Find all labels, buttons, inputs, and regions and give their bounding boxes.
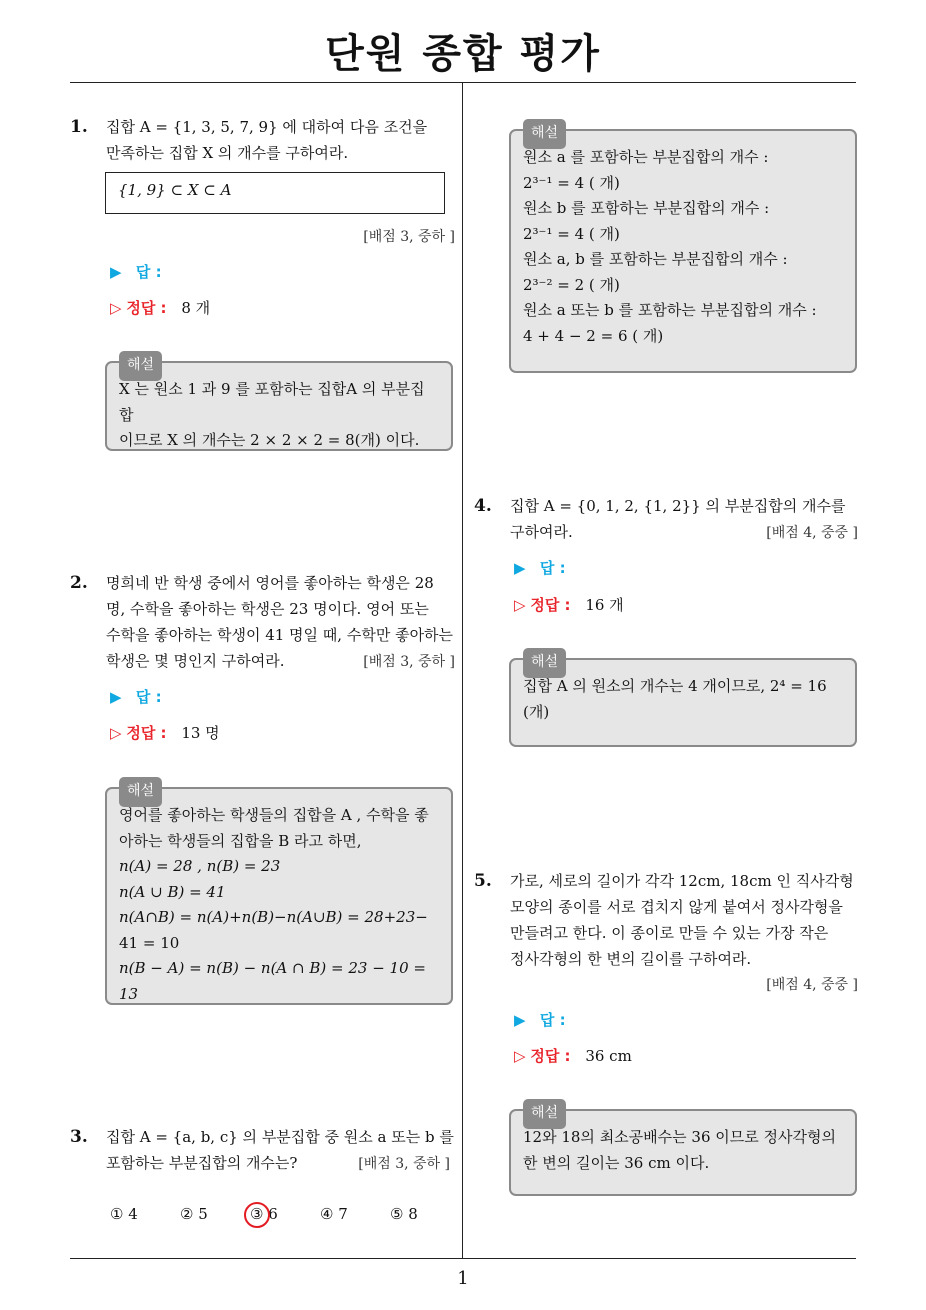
correct-label: 정답 : [126, 724, 167, 742]
condition-text: {1, 9} ⊂ X ⊂ A [118, 181, 232, 199]
question-number: 4. [474, 496, 492, 516]
explanation-line: 아하는 학생들의 집합을 B 라고 하면, [119, 831, 362, 850]
question-text: 모양의 종이를 서로 겹치지 않게 붙여서 정사각형을 [510, 898, 843, 916]
explanation-box [105, 357, 453, 451]
correct-value: 8 개 [181, 299, 211, 317]
correct-answer-row [514, 1045, 632, 1066]
explanation-box [509, 654, 857, 747]
question-text: 학생은 몇 명인지 구하여라. [106, 652, 285, 670]
explanation-line: 41 = 10 [119, 933, 180, 952]
question-text: 만족하는 집합 X 의 개수를 구하여라. [106, 144, 349, 162]
explanation-tag: 해설 [119, 351, 162, 381]
condition-box [105, 172, 445, 214]
outline-arrow-icon: ▷ [110, 724, 122, 742]
question-text: 정사각형의 한 변의 길이를 구하여라. [510, 950, 752, 968]
explanation-line: 원소 a 를 포함하는 부분집합의 개수 : [523, 148, 769, 166]
correct-value: 16 개 [585, 596, 624, 614]
top-divider [70, 82, 856, 83]
explanation-line: 2³⁻¹ = 4 ( 개) [523, 173, 620, 192]
explanation-line: 한 변의 길이는 36 cm 이다. [523, 1153, 710, 1172]
question-text: 만들려고 한다. 이 종이로 만들 수 있는 가장 작은 [510, 924, 829, 942]
question-number: 2. [70, 573, 88, 593]
explanation-line: 2³⁻² = 2 ( 개) [523, 275, 620, 294]
correct-answer-row [110, 297, 210, 318]
explanation-line: 원소 b 를 포함하는 부분집합의 개수 : [523, 199, 770, 217]
explanation-box [509, 125, 857, 373]
explanation-line: n(A) = 28 , n(B) = 23 [119, 857, 281, 875]
choice-5[interactable]: ⑤ 8 [390, 1205, 418, 1223]
explanation-line: n(B − A) = n(B) − n(A ∩ B) = 23 − 10 = 13 [119, 959, 426, 1003]
question-text: 집합 A = {a, b, c} 의 부분집합 중 원소 a 또는 b 를 [106, 1128, 454, 1146]
question-text: 명희네 반 학생 중에서 영어를 좋아하는 학생은 28 [106, 574, 434, 592]
choice-4[interactable]: ④ 7 [320, 1205, 348, 1223]
choice-2[interactable]: ② 5 [180, 1205, 208, 1223]
question-number: 5. [474, 871, 492, 891]
question-text: 포함하는 부분집합의 개수는? [106, 1154, 298, 1172]
explanation-tag: 해설 [523, 648, 566, 678]
correct-label: 정답 : [530, 1047, 571, 1065]
explanation-line: 원소 a 또는 b 를 포함하는 부분집합의 개수 : [523, 301, 817, 319]
correct-value: 36 cm [585, 1047, 632, 1065]
page-number: 1 [457, 1268, 469, 1289]
choice-3[interactable] [250, 1205, 278, 1223]
explanation-line: 이므로 X 의 개수는 2 × 2 × 2 = 8(개) 이다. [119, 431, 420, 449]
score-label: [배점 4, 중중 ] [766, 525, 858, 541]
correct-label: 정답 : [126, 299, 167, 317]
outline-arrow-icon: ▷ [110, 299, 122, 317]
question-text: 가로, 세로의 길이가 각각 12cm, 18cm 인 직사각형 [510, 872, 854, 890]
explanation-box [105, 783, 453, 1005]
outline-arrow-icon: ▷ [514, 1047, 526, 1065]
explanation-tag: 해설 [119, 777, 162, 807]
explanation-line: 집합 A 의 원소의 개수는 4 개이므로, 2⁴ = 16 [523, 677, 827, 695]
explanation-line: n(A∩B) = n(A)+n(B)−n(A∪B) = 28+23− [119, 908, 428, 926]
bottom-divider [70, 1258, 856, 1259]
selected-circle-mark [244, 1202, 270, 1228]
explanation-box [509, 1105, 857, 1196]
question-number: 1. [70, 117, 88, 137]
play-arrow-icon: ▶ [110, 688, 122, 706]
answer-row[interactable] [110, 686, 162, 707]
answer-label: 답 : [135, 688, 162, 706]
explanation-tag: 해설 [523, 1099, 566, 1129]
explanation-line: 영어를 좋아하는 학생들의 집합을 A , 수학을 좋 [119, 806, 429, 824]
question-text: 집합 A = {0, 1, 2, {1, 2}} 의 부분집합의 개수를 [510, 497, 846, 515]
explanation-line: 4 + 4 − 2 = 6 ( 개) [523, 326, 664, 345]
explanation-line: X 는 원소 1 과 9 를 포함하는 집합A 의 부분집합 [119, 380, 425, 424]
play-arrow-icon: ▶ [110, 263, 122, 281]
answer-label: 답 : [135, 263, 162, 281]
explanation-line: 원소 a, b 를 포함하는 부분집합의 개수 : [523, 250, 788, 268]
correct-value: 13 명 [181, 724, 220, 742]
column-divider [462, 83, 463, 1258]
score-label: [배점 3, 중하 ] [358, 1156, 450, 1172]
explanation-tag: 해설 [523, 119, 566, 149]
score-label: [배점 4, 중중 ] [766, 977, 858, 993]
choice-3-label: ③ 6 [250, 1205, 278, 1223]
score-label: [배점 3, 중하 ] [363, 654, 455, 670]
question-text: 수학을 좋아하는 학생이 41 명일 때, 수학만 좋아하는 [106, 626, 454, 644]
score-label: [배점 3, 중하 ] [363, 229, 455, 245]
explanation-line: 2³⁻¹ = 4 ( 개) [523, 224, 620, 243]
answer-row[interactable] [514, 557, 566, 578]
correct-answer-row [514, 594, 624, 615]
question-text: 구하여라. [510, 523, 573, 541]
explanation-line: (개) [523, 702, 550, 721]
correct-answer-row [110, 722, 220, 743]
answer-label: 답 : [539, 1011, 566, 1029]
outline-arrow-icon: ▷ [514, 596, 526, 614]
play-arrow-icon: ▶ [514, 1011, 526, 1029]
answer-row[interactable] [110, 261, 162, 282]
correct-label: 정답 : [530, 596, 571, 614]
explanation-line: n(A ∪ B) = 41 [119, 882, 226, 901]
question-number: 3. [70, 1127, 88, 1147]
page-title: 단원 종합 평가 [325, 31, 601, 77]
answer-row[interactable] [514, 1009, 566, 1030]
answer-label: 답 : [539, 559, 566, 577]
question-text: 집합 A = {1, 3, 5, 7, 9} 에 대하여 다음 조건을 [106, 118, 428, 136]
question-text: 명, 수학을 좋아하는 학생은 23 명이다. 영어 또는 [106, 600, 429, 618]
choice-1[interactable]: ① 4 [110, 1205, 138, 1223]
explanation-line: 12와 18의 최소공배수는 36 이므로 정사각형의 [523, 1128, 836, 1146]
play-arrow-icon: ▶ [514, 559, 526, 577]
